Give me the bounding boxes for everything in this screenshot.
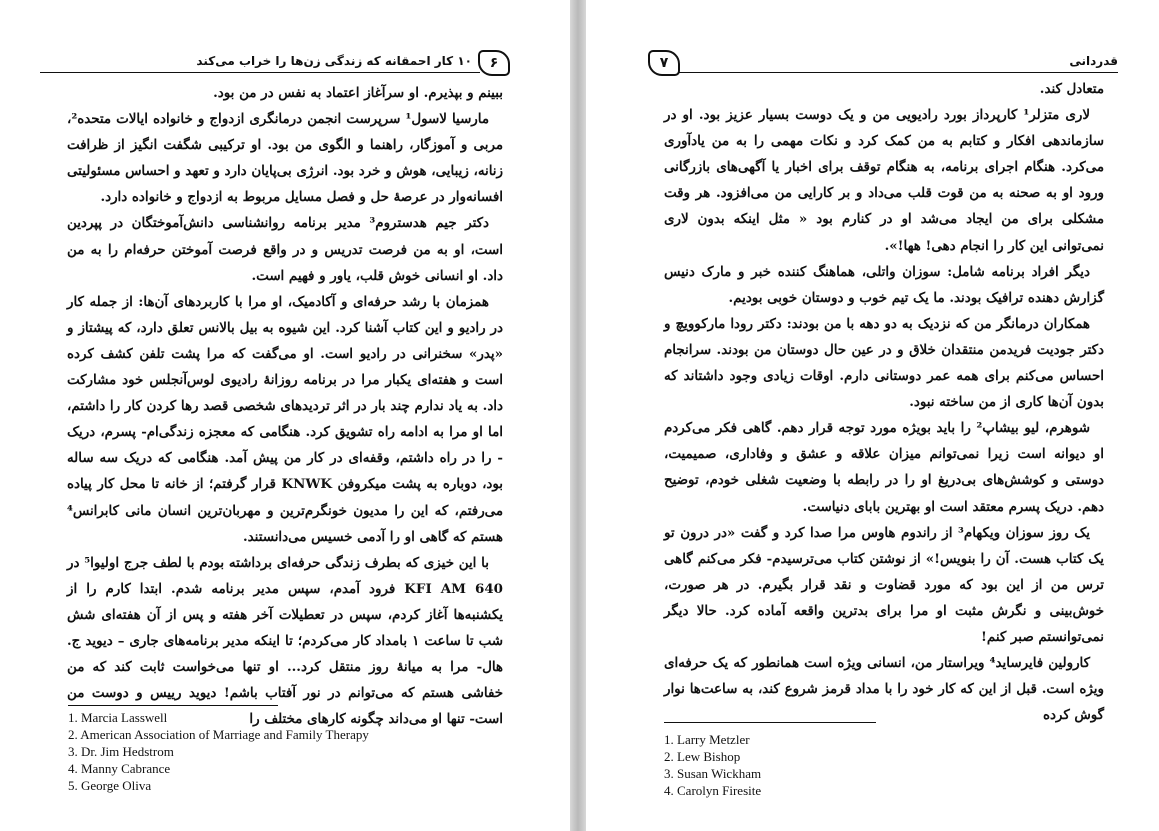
header-rule (40, 72, 480, 73)
footnotes (68, 709, 369, 794)
paragraph: همزمان با رشد حرفه‌ای و آکادمیک، او مرا با کاربردهای آن‌ها: از جمله کار در رادیو و این کتاب آشنا کرد. این شیوه به بیل بالانس تعلق دارد، که پیشتاز و «پدر» سخنرانی در رادیو است. او می‌گفت که مرا پشت تلفن کشف کرده است و هفته‌ای یکبار مرا در برنامه روزانهٔ رادیوی لوس‌آنجلس خود مشارکت داد. به یاد ندارم چند بار در اثر تردیدهای شخصی قصد رها کردن کار را داشتم، اما او مرا به ادامه راه تشویق کرد. هنگامی که معجزه زندگی‌ام- پسرم، دریک - را در راه داشتم، وقفه‌ای در کار من پیش آمد. هنگامی که دریک سه ساله بود، دوباره به پشت میکروفن KNWK قرار گرفتم؛ از خانه تا محل کار پیاده می‌رفتم، که این را مدیون خونگرم‌ترین و مهربان‌ترین انسان مانی کابرانس⁴ هستم که گاهی او را آدمی خسیس می‌دانستند. (67, 293, 504, 545)
paragraph: ببینم و بپذیرم. او سرآغاز اعتماد به نفس در من بود. (213, 85, 503, 101)
footnote: 1. Marcia Lasswell (68, 710, 168, 725)
paragraph: با این خیزی که بطرف زندگی حرفه‌ای برداشته بودم با لطف جرج اولیوا⁵ در KFI AM 640 فرود آمدم، سپس مدیر برنامه شدم. ابتدا کارم را از یکشنبه‌ها آغاز کردم، سپس در تعطیلات آخر هفته و پس از آن هفته‌ای شش شب تا ساعت ۱ بامداد کار می‌کردم؛ تا اینکه مدیر برنامه‌های جاری – دیوید ج. هال- مرا به میانهٔ روز منتقل کرد... او تنها می‌خواست ثابت کند که من خفاشی هستم که می‌توانم در نور آفتاب باشم! دیوید رییس و دوست من است- تنها او می‌داند چگونه کارهای مختلف را (67, 554, 503, 728)
footnote-rule (68, 705, 278, 706)
right-page-body (664, 76, 1104, 728)
footnote: 3. Susan Wickham (664, 766, 762, 781)
page-number: ۷ (648, 50, 680, 76)
running-title: قدردانی (1069, 54, 1118, 68)
footnote: 1. Larry Metzler (664, 732, 750, 747)
footnote: 4. Carolyn Firesite (664, 783, 762, 798)
paragraph: دکتر جیم هدستروم³ مدیر برنامه روانشناسی دانش‌آموختگان در پپردین است، او به من فرصت تدریس و در واقع فرصت آموختن حرفه‌ام را به من داد. او انسانی خوش قلب، یاور و فهیم است. (67, 215, 503, 284)
right-page-header (648, 50, 1118, 76)
page-number: ۶ (478, 50, 510, 76)
paragraph: کارولین فایرساید⁴ ویراستار من، انسانی ویژه است همانطور که یک حرفه‌ای ویژه است. قبل از این که کار خود را با مداد قرمز شروع کند، به ساعت‌ها نوار گوش کرده (664, 655, 1104, 724)
footnotes (664, 731, 761, 799)
footnote: 2. Lew Bishop (664, 749, 741, 764)
paragraph: لاری متزلر¹ کارپرداز بورد رادیویی من و یک دوست بسیار عزیز بود. او در سازماندهی افکار و کتابم به من کمک کرد و نکات مهمی را به من یادآوری می‌کرد. هنگام اجرای برنامه، به هنگام توقف برای اخبار یا آگهی‌های بازرگانی ورود او به صحنه به من قوت قلب می‌داد و بر کارایی من می‌افزود. هر وقت مشکلی برای من ایجاد می‌شد او در کنارم بود « مثل اینکه بدون لاری نمی‌توانی این کار را انجام دهی! هها!». (664, 107, 1104, 254)
paragraph: یک روز سوزان ویکهام³ از راندوم هاوس مرا صدا کرد و گفت «در درون تو یک کتاب هست. آن را بنویس!» از نوشتن کتاب می‌ترسیدم- فکر می‌کنم گاهی ترس من از این بود که مورد قضاوت و نقد قرار بگیرم. در هر صورت، خوش‌بینی و نگرش مثبت او مرا برای بدترین واقعه آماده کرد. حالا دیگر نمی‌توانستم صبر کنم! (664, 524, 1104, 645)
footnote: 4. Manny Cabrance (68, 761, 171, 776)
right-page (586, 0, 1159, 831)
running-title: ۱۰ کار احمقانه که زندگی زن‌ها را خراب می‌کند (196, 54, 472, 68)
footnote: 5. George Oliva (68, 778, 152, 793)
paragraph: متعادل کند. (1039, 81, 1104, 97)
header-rule (678, 72, 1118, 73)
footnote-rule (664, 722, 876, 723)
footnote: 3. Dr. Jim Hedstrom (68, 744, 174, 759)
left-page-header (40, 50, 510, 76)
book-gutter (570, 0, 586, 831)
paragraph: دیگر افراد برنامه شامل: سوزان واتلی، هماهنگ کننده خبر و مارک دنیس گزارش دهنده ترافیک بودند. ما یک تیم خوب و دوستان خوبی بودیم. (664, 263, 1104, 306)
footnote: 2. American Association of Marriage and Family Therapy (68, 727, 369, 742)
left-page (0, 0, 570, 831)
left-page-body (67, 80, 503, 732)
paragraph: مارسیا لاسول¹ سرپرست انجمن درمانگری ازدواج و خانواده ایالات متحده²، مربی و آموزگار، راهنما و الگوی من بود. او ترکیبی شگفت انگیز از ظرافت زنانه، زیبایی، هوش و خرد بود. انرژی بی‌پایان دارد و تعهد و احساس مسئولیتی افسانه‌وار در عرصهٔ حل و فصل مسایل مربوط به ازدواج و خانواده دارد. (67, 111, 503, 206)
paragraph: همکاران درمانگر من که نزدیک به دو دهه با من بودند: دکتر رودا مارکوویچ و دکتر جودیت فریدمن منتقدان خلاق و در عین حال دوستان من بودند. سرانجام احساس می‌کنم برای همه عمر دوستانی دارم. اوقات زیادی وجود داشتاند که بدون آن‌ها کاری از من ساخته نبود. (664, 315, 1104, 411)
paragraph: شوهرم، لیو بیشاپ² را باید بویژه مورد توجه قرار دهم. گاهی فکر می‌کردم او دیوانه است زیرا نمی‌توانم میزان علاقه و عشق و وفاداری، صمیمیت، دوستی و کوشش‌های بی‌دریغ او را در رابطه با وضعیت شغلی خودم، توضیح دهم. دریک پسرم معتقد است او بهترین بابای دنیاست. (664, 420, 1104, 515)
